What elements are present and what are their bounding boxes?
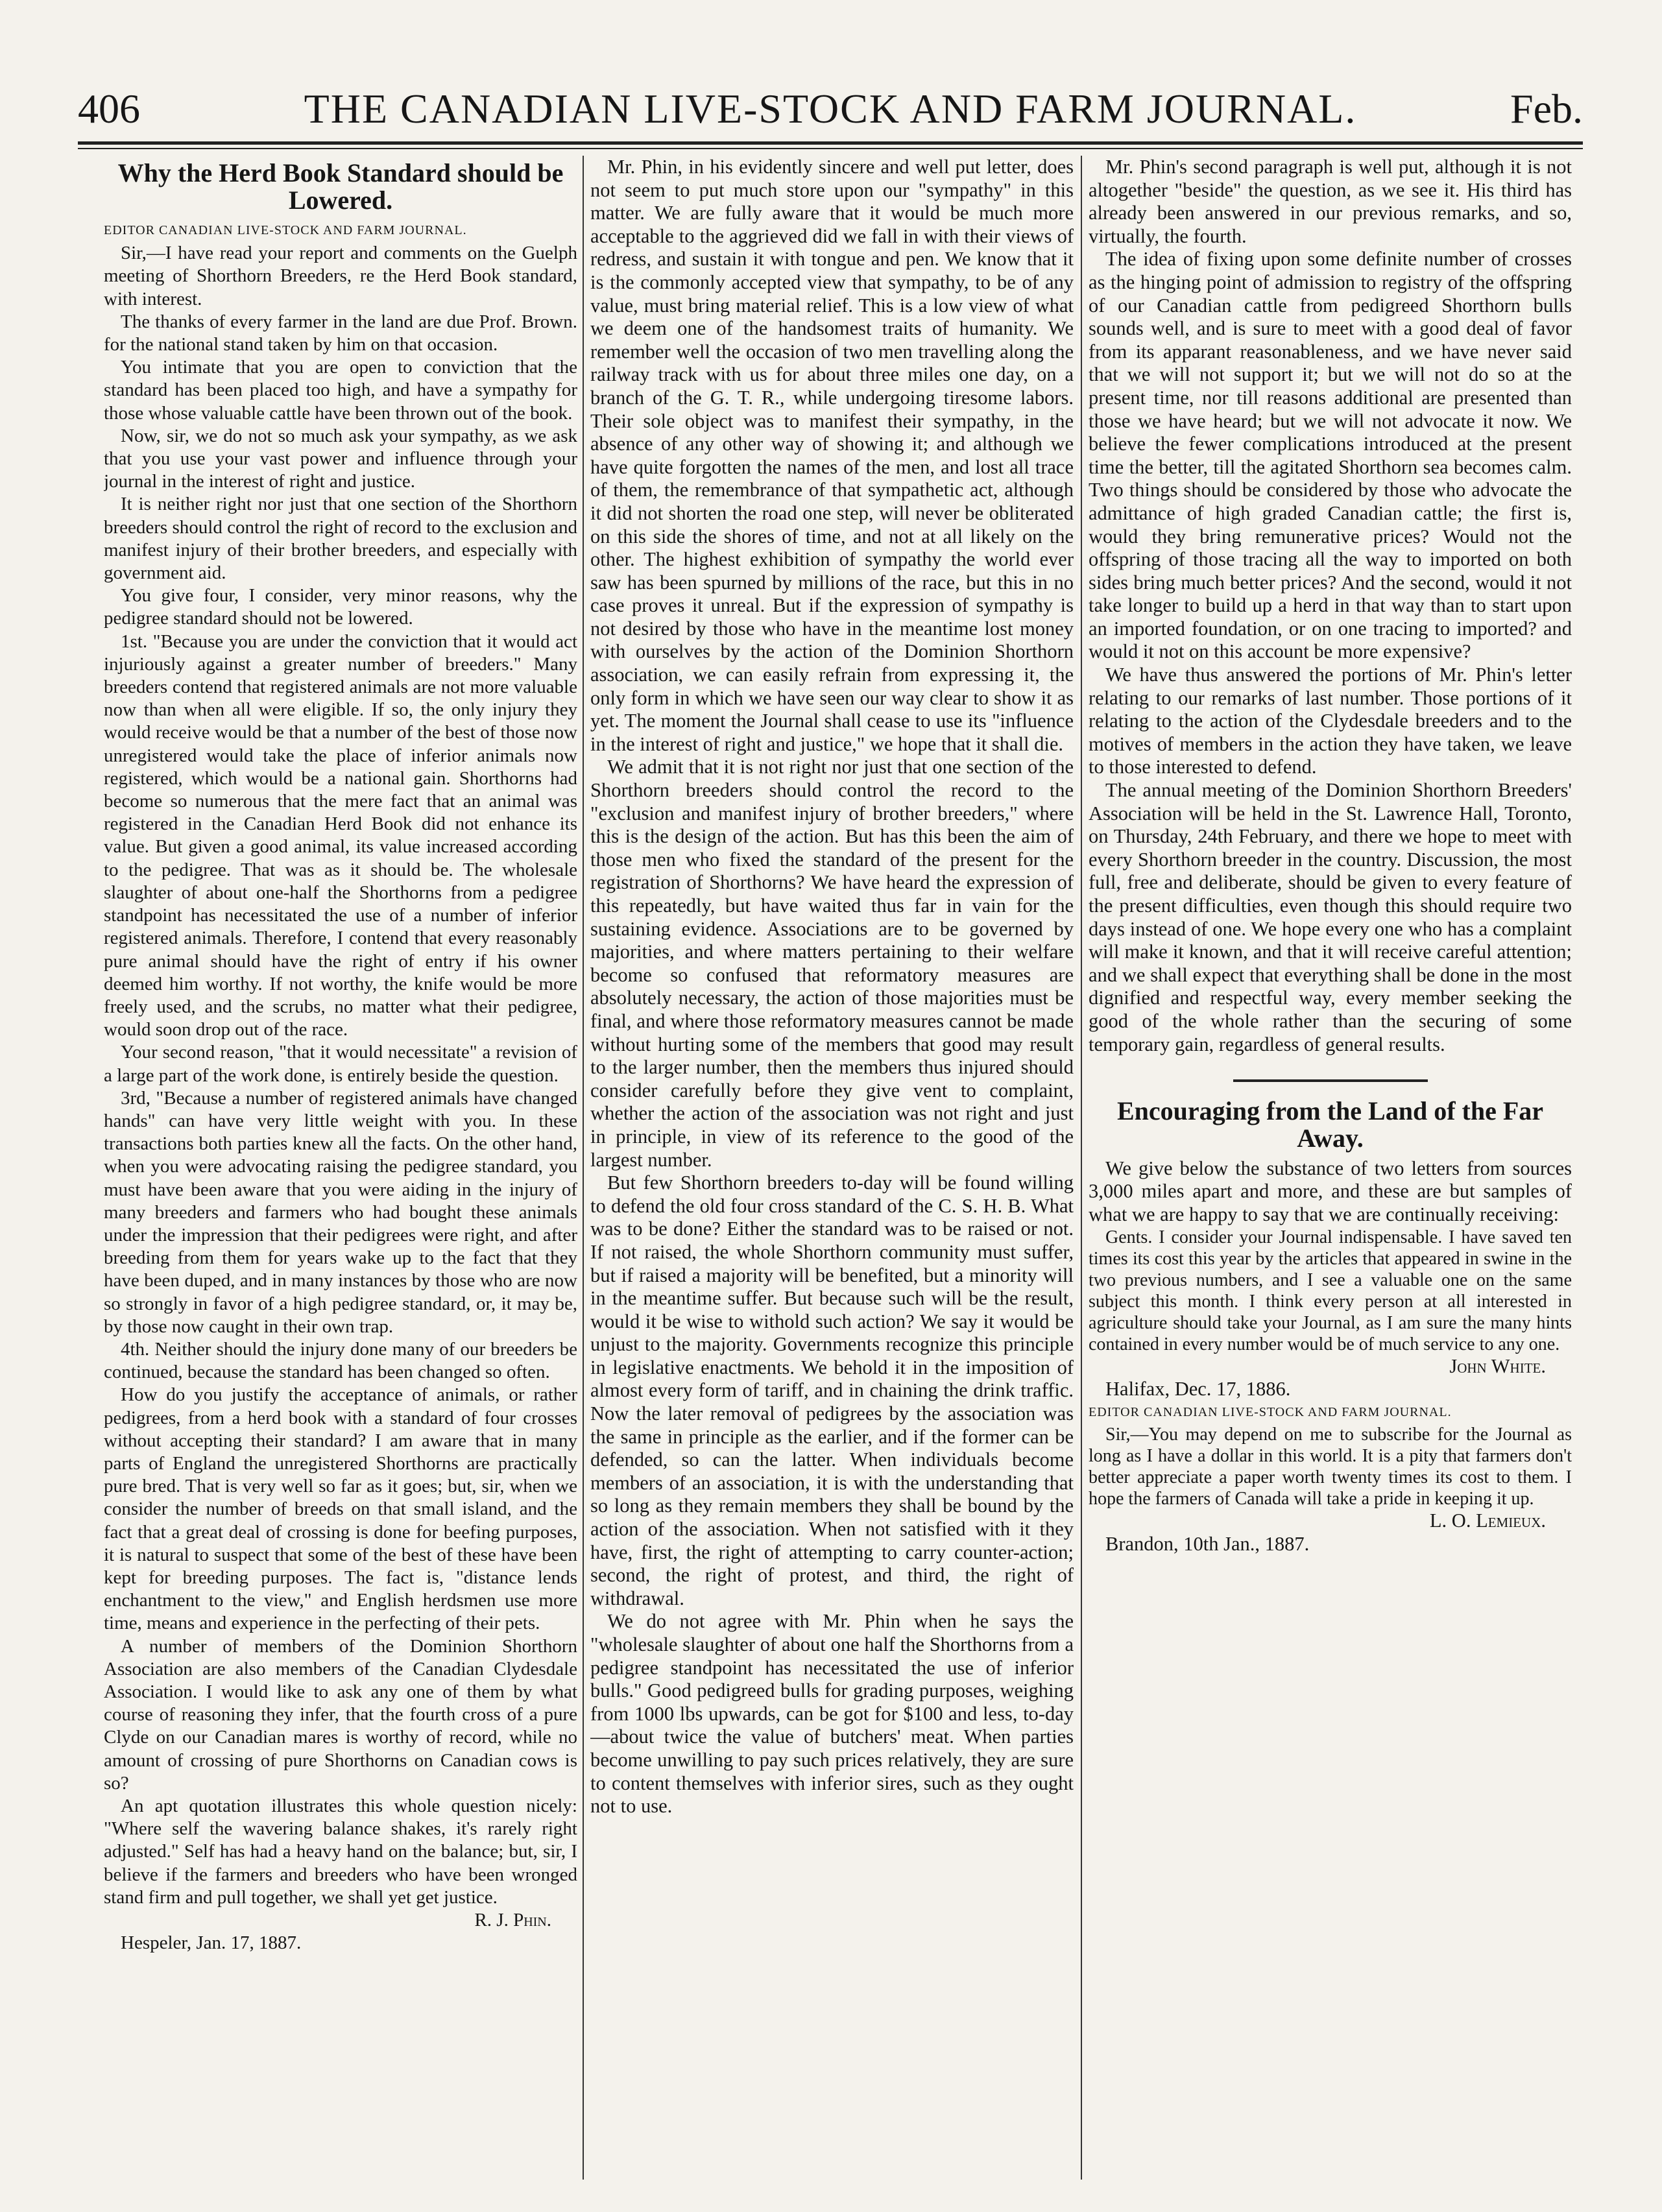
signature: R. J. Phin. bbox=[474, 1910, 551, 1931]
paragraph: 3rd, "Because a number of registered animals have changed hands" can have very little weight with you. In these transactions both parties knew all the facts. On the other hand, when you were advocating raising the pedigree standard, you must have been aware that you were aiding in the injury of many breeders and farmers who had bought these animals under the impression that their pedigrees were right, and after breeding from them for years wake up to the fact that they have been duped, and in many instances by those who are now so strongly in favor of a high pedigree standard, or, it may be, by those now caught in their own trap. bbox=[104, 1087, 577, 1337]
page-number: 406 bbox=[78, 86, 140, 132]
dateline: Brandon, 10th Jan., 1887. bbox=[1105, 1532, 1310, 1555]
article-title: Why the Herd Book Standard should be Lowered. bbox=[117, 158, 564, 215]
paragraph: A number of members of the Dominion Shorthorn Association are also members of the Canadian Clydesdale Association. I would like to ask any one of them by what course of reasoning they infer, that the fourth cross of a pure Clyde on our Canadian mares is worthy of record, while no amount of crossing of pure Shorthorns on Canadian cows is so? bbox=[104, 1635, 577, 1794]
paragraph: We admit that it is not right nor just that one section of the Shorthorn breeders should control the record to the "exclusion and manifest injury of brother breeders," where this is the design of the action. But has this been the aim of those men who fixed the standard of the present for the registration of Shorthorns? We have heard the expression of this repeatedly, but have waited thus far in vain for the sustaining evidence. Associations are to be governed by majorities, and where matters pertaining to their welfare become so confused that reformatory measures are absolutely necessary, the action of those majorities must be final, and where those reformatory measures cannot be made without hurting some of the members that good may result to the larger number, then the members thus injured should consider carefully before they give vent to complaint, whether the action of the association was not right and just in principle, in view of its reference to the good of the largest number. bbox=[590, 756, 1074, 1171]
signature: L. O. Lemieux. bbox=[1429, 1509, 1546, 1532]
paragraph: We have thus answered the portions of Mr. Phin's letter relating to our remarks of last number. Those portions of it relating to the action of the Clydesdale breeders and to the motives of members in the action they have taken, we leave to those interested to defend. bbox=[1089, 664, 1572, 778]
paragraph: The annual meeting of the Dominion Shorthorn Breeders' Association will be held in the St. Lawrence Hall, Toronto, on Thursday, 24th February, and there we hope to meet with every Shorthorn breeder in the country. Discussion, the most full, free and deliberate, should be given to every feature of the present difficulties, even though this should require two days instead of one. We hope every one who has a complaint will make it known, and that it will receive careful attention; and we shall expect that everything shall be done in the most dignified and respectful way, every member seeking the good of the whole rather than the securing of some temporary gain, regardless of general results. bbox=[1089, 779, 1572, 1055]
article-title: Encouraging from the Land of the Far Away. bbox=[1116, 1096, 1544, 1153]
column-2 bbox=[590, 156, 1074, 2186]
letter-text: Gents. I consider your Journal indispensable. I have saved ten times its cost this year by the articles that appeared in swine in the two previous numbers, and I see a valuable one on the same subject this month. I think every person at all interested in agriculture should take your Journal, as I am sure the many hints contained in every number would be of much service to any one. bbox=[1089, 1227, 1572, 1354]
paragraph: Your second reason, "that it would necessitate" a revision of a large part of the work done, is entirely beside the question. bbox=[104, 1042, 577, 1086]
paragraph: 4th. Neither should the injury done many of our breeders be continued, because the standard has been changed so often. bbox=[104, 1338, 577, 1383]
paragraph: The idea of fixing upon some definite number of crosses as the hinging point of admission to registry of the offspring of our Canadian cattle from pedigreed Shorthorn bulls sounds well, and is sure to meet with a good deal of favor from its apparant reasonableness, and we have never said that we will not support it; but we will not do so at the present time, nor till reasons additional are presented than those we have heard; but we will not advocate it now. We believe the fewer complications introduced at the present time the better, till the agitated Shorthorn sea becomes calm. Two things should be considered by those who advocate the admittance of high graded Canadian cattle; the first is, would they bring remunerative prices? Would not the offspring of those tracing all the way to imported on both sides bring much better prices? And the second, would it not take longer to build up a herd in that way than to start upon an imported foundation, or on one tracing to imported? and would it not on this account be more expensive? bbox=[1089, 248, 1572, 663]
running-title: THE CANADIAN LIVE-STOCK AND FARM JOURNAL. bbox=[304, 86, 1357, 132]
issue-month: Feb. bbox=[1510, 86, 1583, 132]
paragraph: You intimate that you are open to conviction that the standard has been placed too high, and have a sympathy for those whose valuable cattle have been thrown out of the book. bbox=[104, 357, 577, 424]
paragraph: Mr. Phin's second paragraph is well put, although it is not altogether "beside" the question, as we see it. His third has already been answered in our previous remarks, and so, virtually, the fourth. bbox=[1089, 156, 1572, 247]
dateline: Hespeler, Jan. 17, 1887. bbox=[121, 1932, 302, 1954]
column-1 bbox=[104, 156, 577, 2186]
paragraph: But few Shorthorn breeders to-day will be found willing to defend the old four cross standard of the C. S. H. B. What was to be done? Either the standard was to be raised or not. If not raised, the whole Shorthorn community must suffer, but if raised a majority will be benefited, but a minority will in the meantime suffer. But because such will be the result, would it be wise to withold such action? We say it would be unjust to the majority. Governments recognize this principle in legislative enactments. We behold it in the imposition of almost every form of tariff, and in chaining the drink traffic. Now the later removal of pedigrees by the association was the same in principle as the earlier, and if the former can be defended, so can the latter. When individuals become members of an association, it is with the understanding that so long as they remain members they shall be bound by the action of the association. When not satisfied with it they have, first, the right of attempting to carry counter-action; second, the right of protest, and third, the right of withdrawal. bbox=[590, 1172, 1074, 1609]
paragraph: It is neither right nor just that one section of the Shorthorn breeders should control the right of record to the exclusion and manifest injury of their brother breeders, and especially with government aid. bbox=[104, 494, 577, 584]
paragraph: How do you justify the acceptance of animals, or rather pedigrees, from a herd book with a standard of four crosses without accepting their standard? I am aware that in many parts of England the unregistered Shorthorns are practically pure bred. That is very well so far as it goes; but, sir, when we consider the number of breeds on that small island, and the fact that a great deal of crossing is done for beefing purposes, it is natural to suspect that some of the best of these have been kept for breeding purposes. The fact is, "distance lends enchantment to the view," and English herdsmen use more time, means and experience in the perfecting of their pets. bbox=[104, 1384, 577, 1634]
signature: John White. bbox=[1449, 1354, 1546, 1377]
paragraph: We do not agree with Mr. Phin when he says the "wholesale slaughter of about one half the Shorthorns from a pedigree standpoint has necessitated the use of inferior bulls." Good pedigreed bulls for grading purposes, weighing from 1000 lbs upwards, can be got for $100 and less, to-day—about twice the value of butchers' meat. When parties become unwilling to pay such prices relatively, they are sure to content themselves with inferior sires, such as they ought not to use. bbox=[590, 1610, 1074, 1818]
paragraph: We give below the substance of two letters from sources 3,000 miles apart and more, and these are but samples of what we are happy to say that we are continually receiving: bbox=[1089, 1157, 1572, 1225]
header-rule-thin bbox=[78, 148, 1583, 149]
paragraph: Now, sir, we do not so much ask your sympathy, as we ask that you use your vast power and influence through your journal in the interest of right and justice. bbox=[104, 425, 577, 492]
paragraph: The thanks of every farmer in the land are due Prof. Brown. for the national stand taken by him on that occasion. bbox=[104, 311, 577, 355]
paragraph: Sir,—I have read your report and comments on the Guelph meeting of Shorthorn Breeders, re the Herd Book standard, with interest. bbox=[104, 243, 577, 309]
header-rule bbox=[78, 141, 1583, 145]
paragraph: 1st. "Because you are under the conviction that it would act injuriously against a greater number of breeders." Many breeders contend that registered animals are not more valuable now than when all were eligible. If so, the only injury they would receive would be that a number of the best of those now unregistered would take the place of inferior animals now registered, which would be a national gain. Shorthorns had become so numerous that the mere fact that an animal was registered in the Canadian Herd Book did not enhance its value. But given a good animal, its value increased according to the pedigree. That was as it should be. The wholesale slaughter of about one-half the Shorthorns from a pedigree standpoint has necessitated the use of a number of inferior registered animals. Therefore, I contend that every reasonably pure animal should have the right of entry if his owner deemed him worthy. If not worthy, the knife would be more freely used, and the scrubs, no matter what their pedigree, would soon drop out of the race. bbox=[104, 631, 577, 1040]
paragraph: You give four, I consider, very minor reasons, why the pedigree standard should not be lowered. bbox=[104, 585, 577, 629]
editor-line: EDITOR CANADIAN LIVE-STOCK AND FARM JOURNAL. bbox=[1089, 1404, 1452, 1419]
editor-line: EDITOR CANADIAN LIVE-STOCK AND FARM JOURNAL. bbox=[104, 223, 467, 237]
paragraph: Mr. Phin, in his evidently sincere and well put letter, does not seem to put much store upon our "sympathy" in this matter. We are fully aware that it would be much more acceptable to the aggrieved did we fall in with their views of redress, and sustain it with tongue and pen. We know that it is the commonly accepted view that sympathy, to be of any value, must bring material relief. This is a low view of what we deem one of the handsomest traits of humanity. We remember well the occasion of two men travelling along the railway track with us for about three miles one day, on a branch of the G. T. R., while undergoing tiresome labors. Their sole object was to manifest their sympathy, in the absence of any other way of showing it; and although we have quite forgotten the names of the men, and lost all trace of them, the remembrance of that sympathetic act, although it did not shorten the road one step, will never be obliterated on this side the shores of time, and not at all likely on the other. The highest exhibition of sympathy the world ever saw has been spurned by millions of the race, but this in no case proves it unreal. But if the expression of sympathy is not desired by those who have in the meantime lost money with ourselves by the action of the Dominion Shorthorn association, we can easily refrain from expressing it, the only form in which we have seen our way clear to show it as yet. The moment the Journal shall cease to use its "influence in the interest of right and justice," we hope that it shall die. bbox=[590, 156, 1074, 755]
section-ornament bbox=[1089, 1068, 1572, 1091]
dateline: Halifax, Dec. 17, 1886. bbox=[1105, 1378, 1291, 1401]
page-header bbox=[78, 77, 1583, 141]
letter-text: Sir,—You may depend on me to subscribe for the Journal as long as I have a dollar in this world. It is a pity that farmers don't better appreciate a paper worth twenty times its cost to them. I hope the farmers of Canada will take a pride in keeping it up. bbox=[1089, 1425, 1572, 1509]
column-divider bbox=[583, 156, 584, 2180]
paragraph: An apt quotation illustrates this whole question nicely: "Where self the wavering balance shakes, it's rarely right adjusted." Self has had a heavy hand on the balance; but, sir, I believe if the farmers and breeders who have been wronged stand firm and pull together, we shall yet get justice. bbox=[104, 1796, 577, 1908]
column-divider bbox=[1081, 156, 1082, 2180]
column-3 bbox=[1089, 156, 1572, 2186]
